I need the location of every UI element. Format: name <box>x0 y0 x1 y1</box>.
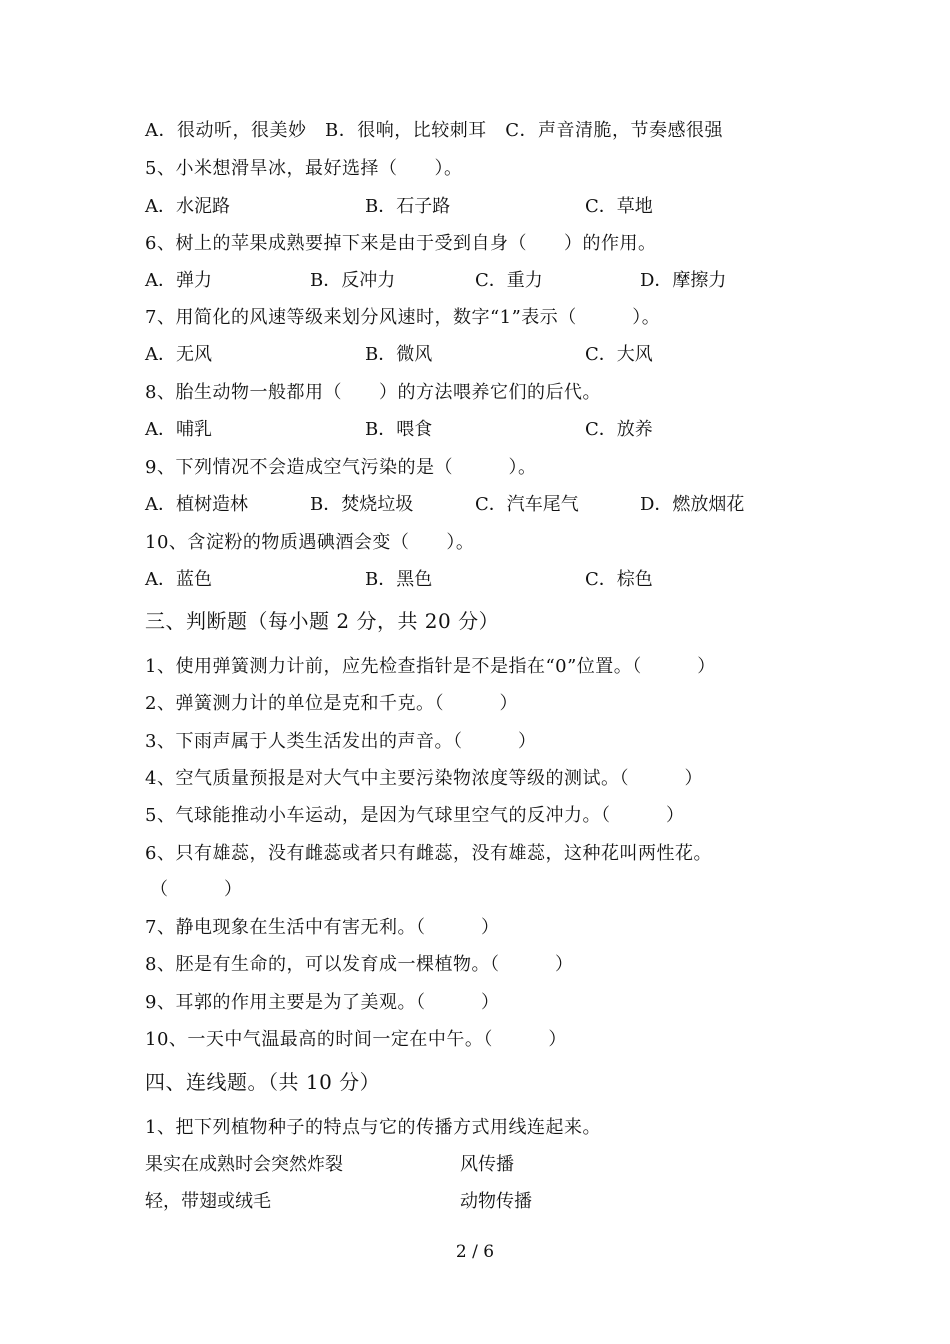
tf-item: 5、气球能推动小车运动，是因为气球里空气的反冲力。（ ） <box>145 805 685 826</box>
q9-option-a: A．植树造林 <box>145 494 248 515</box>
matching-question-1: 1、把下列植物种子的特点与它的传播方式用线连起来。 <box>145 1117 601 1138</box>
tf-item: 3、下雨声属于人类生活发出的声音。（ ） <box>145 731 537 752</box>
tf-item: 10、一天中气温最高的时间一定在中午。（ ） <box>145 1029 567 1050</box>
q4-options: A．很动听，很美妙 B．很响，比较刺耳 C．声音清脆，节奏感很强 <box>145 120 723 141</box>
section-4-title: 四、连线题。（共 10 分） <box>145 1070 381 1094</box>
q8-option-b: B．喂食 <box>365 419 433 440</box>
matching-left-item: 果实在成熟时会突然炸裂 <box>145 1154 343 1175</box>
q9-option-c: C．汽车尾气 <box>475 494 579 515</box>
q5-option-a: A．水泥路 <box>145 196 230 217</box>
question-7: 7、用简化的风速等级来划分风速时，数字“1”表示（ ）。 <box>145 307 661 328</box>
matching-left-item: 轻，带翅或绒毛 <box>145 1191 271 1212</box>
q10-option-c: C．棕色 <box>585 569 653 590</box>
q7-option-c: C．大风 <box>585 344 653 365</box>
q9-option-d: D．燃放烟花 <box>640 494 745 515</box>
q8-option-c: C．放养 <box>585 419 653 440</box>
q9-option-b: B．焚烧垃圾 <box>310 494 414 515</box>
page-number: 2 / 6 <box>455 1242 495 1262</box>
q6-option-b: B．反冲力 <box>310 270 396 291</box>
tf-item: 7、静电现象在生活中有害无利。（ ） <box>145 917 500 938</box>
question-8: 8、胎生动物一般都用（ ）的方法喂养它们的后代。 <box>145 382 601 403</box>
q7-option-a: A．无风 <box>145 344 212 365</box>
question-5: 5、小米想滑旱冰，最好选择（ ）。 <box>145 158 463 179</box>
tf-item: 8、胚是有生命的，可以发育成一棵植物。（ ） <box>145 954 574 975</box>
q6-option-d: D．摩擦力 <box>640 270 727 291</box>
q10-option-a: A．蓝色 <box>145 569 212 590</box>
tf-item: 6、只有雄蕊，没有雌蕊或者只有雌蕊，没有雄蕊，这种花叫两性花。 <box>145 843 712 864</box>
tf-item: 2、弹簧测力计的单位是克和千克。（ ） <box>145 693 518 714</box>
q6-option-c: C．重力 <box>475 270 543 291</box>
q8-option-a: A．哺乳 <box>145 419 212 440</box>
q7-option-b: B．微风 <box>365 344 433 365</box>
tf-item: 1、使用弹簧测力计前，应先检查指针是不是指在“0”位置。（ ） <box>145 656 716 677</box>
q5-option-b: B．石子路 <box>365 196 451 217</box>
question-9: 9、下列情况不会造成空气污染的是（ ）。 <box>145 457 537 478</box>
question-6: 6、树上的苹果成熟要掉下来是由于受到自身（ ）的作用。 <box>145 233 657 254</box>
question-10: 10、含淀粉的物质遇碘酒会变（ ）。 <box>145 532 475 553</box>
section-3-title: 三、判断题（每小题 2 分，共 20 分） <box>145 609 500 633</box>
q5-option-c: C．草地 <box>585 196 653 217</box>
q6-option-a: A．弹力 <box>145 270 212 291</box>
matching-right-item: 动物传播 <box>460 1191 532 1212</box>
q10-option-b: B．黑色 <box>365 569 433 590</box>
tf-item-continuation: （ ） <box>150 879 243 900</box>
tf-item: 4、空气质量预报是对大气中主要污染物浓度等级的测试。（ ） <box>145 768 703 789</box>
matching-right-item: 风传播 <box>460 1154 514 1175</box>
tf-item: 9、耳郭的作用主要是为了美观。（ ） <box>145 992 500 1013</box>
